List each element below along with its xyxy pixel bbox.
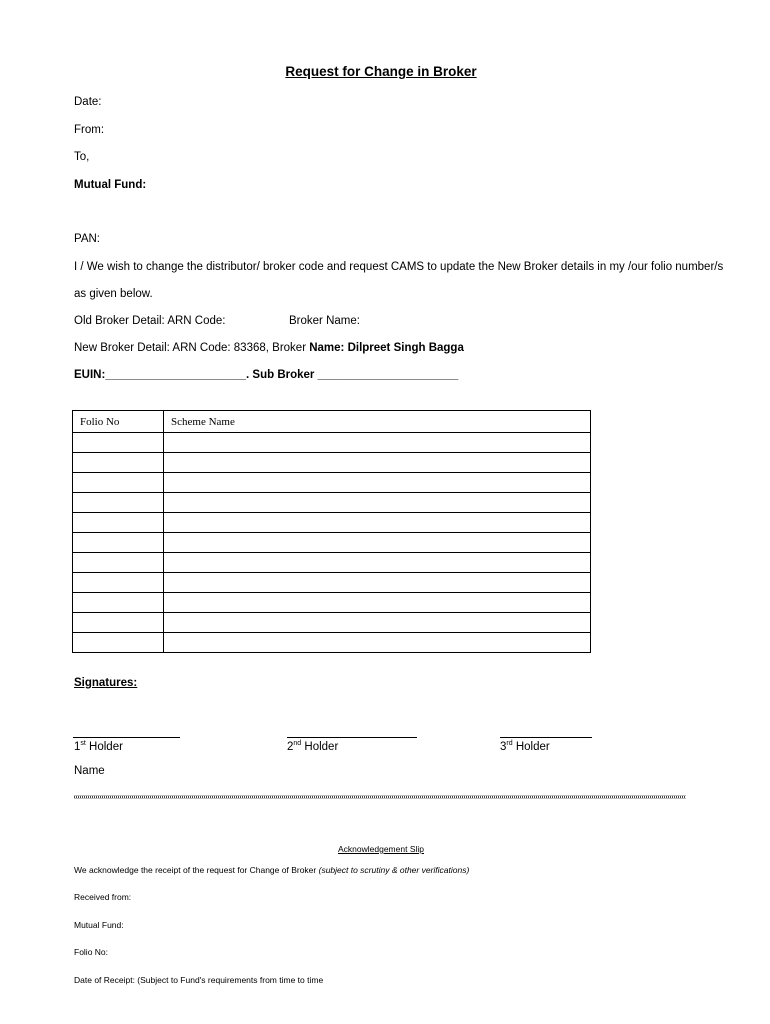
scheme-cell[interactable]	[164, 593, 591, 613]
sub-broker-blank[interactable]: ______________________	[317, 369, 459, 381]
to-label: To,	[74, 151, 90, 163]
holder-3-num: 3	[500, 740, 507, 753]
signature-line-1[interactable]	[73, 737, 180, 738]
from-label: From:	[74, 124, 105, 136]
pan-label: PAN:	[74, 233, 100, 245]
date-label: Date:	[74, 96, 102, 108]
euin-line	[74, 369, 458, 381]
table-row	[73, 513, 591, 533]
folio-cell[interactable]	[73, 573, 164, 593]
holder-2-sup: nd	[293, 740, 302, 747]
table-row	[73, 453, 591, 473]
ack-mutual-fund: Mutual Fund:	[74, 920, 124, 930]
ack-text: We acknowledge the receipt of the request for Change of Broker	[74, 865, 319, 875]
mutual-fund-label: Mutual Fund:	[74, 179, 147, 191]
ack-line	[74, 865, 469, 875]
folio-cell[interactable]	[73, 633, 164, 653]
holder-2-label	[287, 740, 338, 753]
scheme-cell[interactable]	[164, 633, 591, 653]
page-title: Request for Change in Broker	[285, 64, 477, 79]
holder-2-text: Holder	[301, 740, 339, 753]
signature-line-3[interactable]	[500, 737, 592, 738]
table-row	[73, 533, 591, 553]
holder-1-label	[74, 740, 123, 753]
scheme-cell[interactable]	[164, 553, 591, 573]
request-text-line2: as given below.	[74, 288, 153, 300]
old-broker-arn-label: Old Broker Detail: ARN Code:	[74, 315, 226, 327]
request-text-line1: I / We wish to change the distributor/ broker code and request CAMS to update the New Broker details in my /our folio number/s	[74, 261, 724, 273]
holder-3-label	[500, 740, 550, 753]
folio-cell[interactable]	[73, 593, 164, 613]
scheme-cell[interactable]	[164, 533, 591, 553]
table-row	[73, 573, 591, 593]
folio-cell[interactable]	[73, 453, 164, 473]
table-row	[73, 633, 591, 653]
ack-folio-no: Folio No:	[74, 947, 109, 957]
ack-date-of-receipt: Date of Receipt: (Subject to Fund's requirements from time to time	[74, 975, 324, 985]
holder-2-num: 2	[287, 740, 294, 753]
cut-line-divider	[74, 795, 686, 799]
table-row	[73, 613, 591, 633]
sub-broker-label: . Sub Broker	[246, 369, 318, 381]
new-broker-arn: New Broker Detail: ARN Code: 83368, Broker	[74, 342, 310, 354]
euin-label: EUIN:	[74, 369, 106, 381]
euin-blank[interactable]: ______________________	[105, 369, 247, 381]
holder-3-sup: rd	[506, 740, 513, 747]
folio-table	[72, 410, 591, 653]
old-broker-name-label: Broker Name:	[289, 315, 360, 327]
folio-cell[interactable]	[73, 493, 164, 513]
name-label: Name	[74, 765, 105, 777]
signatures-heading: Signatures:	[74, 677, 138, 689]
table-row	[73, 473, 591, 493]
ack-text-italic: (subject to scrutiny & other verifications)	[318, 865, 470, 875]
folio-cell[interactable]	[73, 533, 164, 553]
new-broker-detail	[74, 342, 464, 354]
scheme-cell[interactable]	[164, 513, 591, 533]
table-row	[73, 593, 591, 613]
scheme-cell[interactable]	[164, 473, 591, 493]
folio-cell[interactable]	[73, 433, 164, 453]
folio-cell[interactable]	[73, 553, 164, 573]
holder-3-text: Holder	[512, 740, 550, 753]
folio-cell[interactable]	[73, 513, 164, 533]
holder-1-sup: st	[80, 740, 86, 747]
table-row	[73, 553, 591, 573]
table-row	[73, 493, 591, 513]
holder-1-text: Holder	[85, 740, 123, 753]
scheme-name-header: Scheme Name	[164, 411, 591, 433]
folio-cell[interactable]	[73, 473, 164, 493]
new-broker-name: Name: Dilpreet Singh Bagga	[309, 342, 464, 354]
scheme-cell[interactable]	[164, 433, 591, 453]
signature-line-2[interactable]	[287, 737, 417, 738]
scheme-cell[interactable]	[164, 453, 591, 473]
folio-no-header: Folio No	[73, 411, 164, 433]
table-row	[73, 433, 591, 453]
scheme-cell[interactable]	[164, 493, 591, 513]
holder-1-num: 1	[74, 740, 81, 753]
ack-received-from: Received from:	[74, 892, 132, 902]
folio-cell[interactable]	[73, 613, 164, 633]
scheme-cell[interactable]	[164, 573, 591, 593]
scheme-cell[interactable]	[164, 613, 591, 633]
table-header-row	[73, 411, 591, 433]
ack-heading: Acknowledgement Slip	[338, 844, 424, 854]
